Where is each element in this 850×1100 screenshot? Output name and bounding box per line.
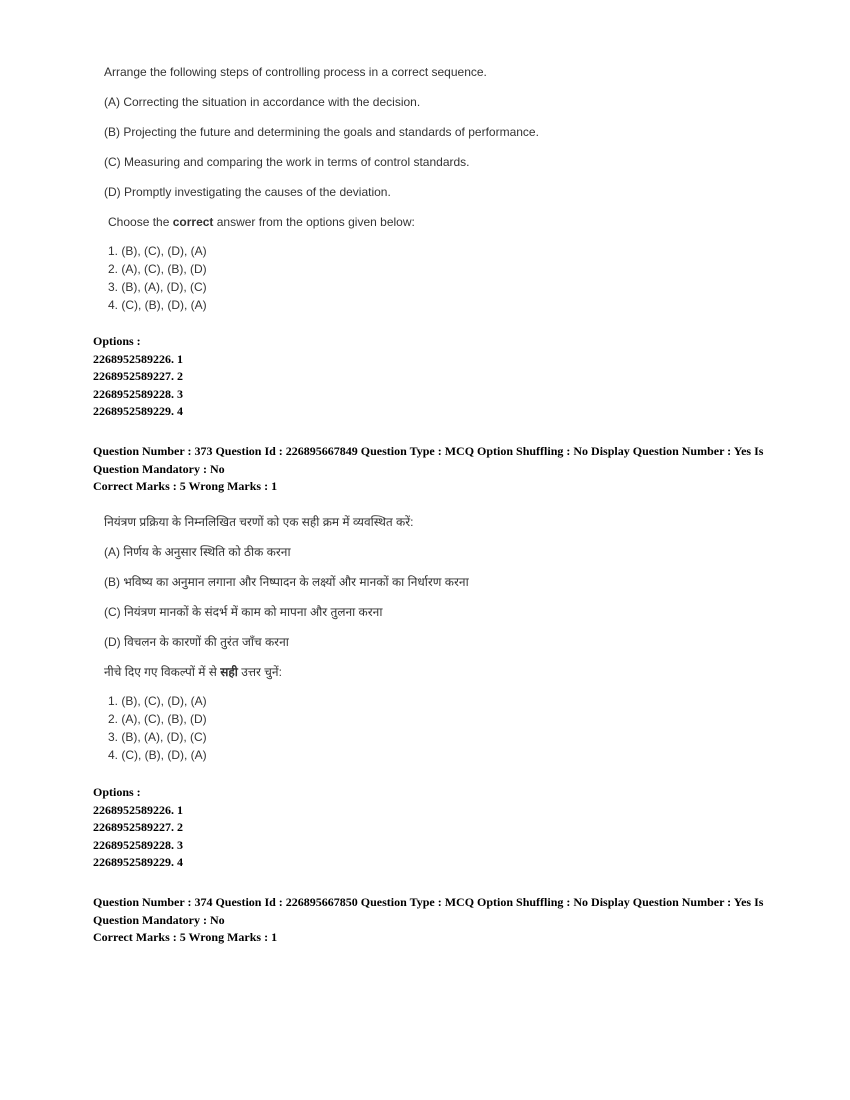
statement-a: (A) Correcting the situation in accordance with the decision. [104, 95, 421, 109]
options-label: Options : [93, 334, 141, 348]
question-373-stem: नियंत्रण प्रक्रिया के निम्नलिखित चरणों को एक सही क्रम में व्यवस्थित करें: [104, 515, 414, 529]
statement-d: (D) Promptly investigating the causes of the deviation. [104, 185, 391, 199]
option-id-4: 2268952589229. 4 [93, 404, 183, 418]
question-372-body [104, 64, 539, 314]
option-id-1: 2268952589226. 1 [93, 351, 183, 366]
question-374-meta-line1: Question Number : 374 Question Id : 226895667850 Question Type : MCQ Option Shuffling : No Display Question Number : Yes Is Question Mandatory : No [93, 895, 764, 927]
choice-2: 2. (A), (C), (B), (D) [108, 262, 207, 276]
choice-1: 1. (B), (C), (D), (A) [108, 244, 207, 258]
question-374-marks: Correct Marks : 5 Wrong Marks : 1 [93, 930, 278, 944]
option-id-2: 2268952589227. 2 [93, 820, 183, 834]
question-373-options [93, 784, 183, 872]
options-label: Options : [93, 785, 141, 799]
choice-4: 4. (C), (B), (D), (A) [108, 748, 207, 762]
question-372-instruction: Choose the correct answer from the options given below: [108, 215, 415, 229]
choice-3: 3. (B), (A), (D), (C) [108, 730, 207, 744]
option-id-1: 2268952589226. 1 [93, 802, 183, 817]
choice-1: 1. (B), (C), (D), (A) [108, 694, 207, 708]
question-373-meta-line1: Question Number : 373 Question Id : 226895667849 Question Type : MCQ Option Shuffling : No Display Question Number : Yes Is Question Mandatory : No [93, 444, 764, 476]
question-373-meta [93, 443, 773, 496]
statement-b: (B) Projecting the future and determining the goals and standards of performance. [104, 125, 539, 139]
choice-3: 3. (B), (A), (D), (C) [108, 280, 207, 294]
question-373-marks: Correct Marks : 5 Wrong Marks : 1 [93, 479, 278, 493]
statement-d-hindi: (D) विचलन के कारणों की तुरंत जाँच करना [104, 635, 289, 649]
statement-a-hindi: (A) निर्णय के अनुसार स्थिति को ठीक करना [104, 545, 291, 559]
option-id-3: 2268952589228. 3 [93, 386, 183, 401]
question-373-body [104, 514, 469, 764]
statement-c-hindi: (C) नियंत्रण मानकों के संदर्भ में काम को मापना और तुलना करना [104, 605, 383, 619]
question-372-choices [104, 242, 539, 314]
option-id-3: 2268952589228. 3 [93, 837, 183, 852]
statement-c: (C) Measuring and comparing the work in terms of control standards. [104, 155, 470, 169]
question-372-stem: Arrange the following steps of controlling process in a correct sequence. [104, 65, 487, 79]
choice-2: 2. (A), (C), (B), (D) [108, 712, 207, 726]
option-id-2: 2268952589227. 2 [93, 369, 183, 383]
choice-4: 4. (C), (B), (D), (A) [108, 298, 207, 312]
question-374-meta [93, 894, 773, 947]
statement-b-hindi: (B) भविष्य का अनुमान लगाना और निष्पादन के लक्ष्यों और मानकों का निर्धारण करना [104, 575, 469, 589]
question-373-choices [104, 692, 469, 764]
question-373-instruction: नीचे दिए गए विकल्पों में से सही उत्तर चुनें: [104, 665, 282, 679]
question-372-options [93, 333, 183, 421]
option-id-4: 2268952589229. 4 [93, 855, 183, 869]
